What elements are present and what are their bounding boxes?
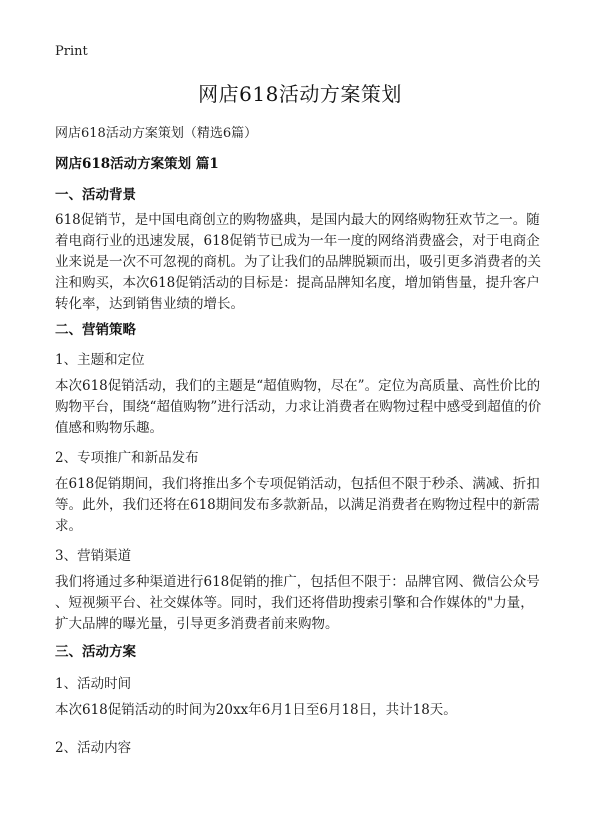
paragraph-theme xyxy=(55,376,550,439)
paragraph-channels xyxy=(55,572,550,635)
text-line: 求。 xyxy=(55,518,82,534)
paragraph-promotion xyxy=(55,474,550,537)
subsection-title-content: 2、活动内容 xyxy=(55,740,132,756)
text-line: 注和购买，本次618促销活动的目标是：提高品牌知名度，增加销售量，提升客户 xyxy=(55,275,540,291)
print-link[interactable]: Print xyxy=(55,44,88,59)
text-line: 转化率，达到销售业绩的增长。 xyxy=(55,296,244,312)
text-line: 等。此外，我们还将在618期间发布多款新品，以满足消费者在购物过程中的新需 xyxy=(55,497,540,513)
text-line: 值感和购物乐趣。 xyxy=(55,420,163,436)
text-line: 618促销节，是中国电商创立的购物盛典，是国内最大的网络购物狂欢节之一。随 xyxy=(55,212,540,228)
paragraph-background xyxy=(55,210,550,315)
subsection-title-promotion: 2、专项推广和新品发布 xyxy=(55,450,199,466)
text-line: 着电商行业的迅速发展，618促销节已成为一年一度的网络消费盛会，对于电商企 xyxy=(55,233,540,249)
document-subtitle: 网店618活动方案策划（精选6篇） xyxy=(55,126,258,141)
article-heading: 网店618活动方案策划 篇1 xyxy=(55,156,219,172)
text-line: 本次618促销活动的时间为20xx年6月1日至6月18日，共计18天。 xyxy=(55,702,457,718)
section-heading-background: 一、活动背景 xyxy=(55,187,136,203)
subsection-title-channels: 3、营销渠道 xyxy=(55,548,132,564)
section-heading-plan: 三、活动方案 xyxy=(55,644,136,660)
text-line: 在618促销期间，我们将推出多个专项促销活动，包括但不限于秒杀、满减、折扣 xyxy=(55,476,540,492)
section-heading-strategy: 二、营销策略 xyxy=(55,322,136,338)
text-line: 扩大品牌的曝光量，引导更多消费者前来购物。 xyxy=(55,616,339,632)
paragraph-time xyxy=(55,700,550,721)
subsection-title-time: 1、活动时间 xyxy=(55,676,132,692)
text-line: 、短视频平台、社交媒体等。同时，我们还将借助搜索引擎和合作媒体的"力量， xyxy=(55,595,534,611)
subsection-title-theme: 1、主题和定位 xyxy=(55,352,145,368)
text-line: 我们将通过多种渠道进行618促销的推广，包括但不限于：品牌官网、微信公众号 xyxy=(55,574,540,590)
text-line: 本次618促销活动，我们的主题是“超值购物，尽在”。定位为高质量、高性价比的 xyxy=(55,378,541,394)
text-line: 业来说是一次不可忽视的商机。为了让我们的品牌脱颖而出，吸引更多消费者的关 xyxy=(55,254,541,270)
document-title: 网店618活动方案策划 xyxy=(198,82,402,106)
text-line: 购物平台，围绕“超值购物”进行活动，力求让消费者在购物过程中感受到超值的价 xyxy=(55,399,542,415)
